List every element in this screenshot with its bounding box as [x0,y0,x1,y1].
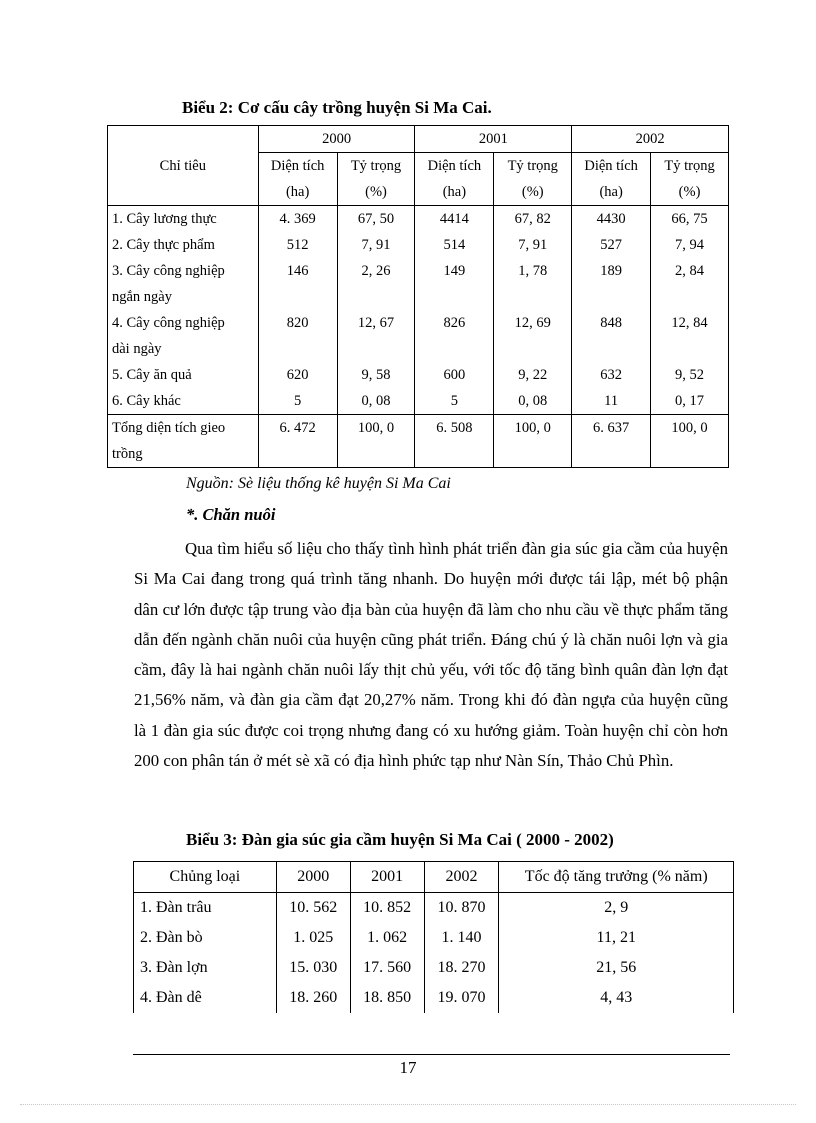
cell-value: 5 [258,388,337,415]
cell-value: 1. 062 [350,923,424,953]
cell-value: 848 [572,310,651,362]
row-label-line: 5. Cây ăn quả [112,367,192,383]
cell-value: 632 [572,362,651,388]
row-label: 2. Đàn bò [134,923,277,953]
table-row [134,983,734,1013]
cell-value: 4, 43 [499,983,734,1013]
cell-value: 10. 562 [276,893,350,924]
cell-value: 7, 91 [494,232,572,258]
row-label [108,362,259,388]
row-label: 1. Đàn trâu [134,893,277,924]
row-label-line: 4. Cây công nghiệp [112,315,225,331]
header-area: Diện tích [572,153,651,180]
cell-value: 0, 08 [494,388,572,415]
cell-value: 527 [572,232,651,258]
cell-value: 189 [572,258,651,310]
cell-value: 2, 26 [337,258,415,310]
table2-title: Biểu 2: Cơ cấu cây trồng huyện Si Ma Cai. [182,98,492,117]
body-paragraph: Qua tìm hiểu số liệu cho thấy tình hình phát triển đàn gia súc gia cầm của huyện Si Ma Cai đang trong quá trình tăng nhanh. Do huyện mới được tái lập, mét bộ phận dân cư lớn được tập trung vào địa bàn của huyện đã làm cho nhu cầu về thực phẩm tăng dẫn đến ngành chăn nuôi của huyện cũng phát triển. Đáng chú ý là chăn nuôi lợn và gia cầm, đây là hai ngành chăn nuôi lấy thịt chủ yếu, với tốc độ tăng bình quân đàn lợn đạt 21,56% năm, và đàn gia cầm đạt 20,27% năm. Trong khi đó đàn ngựa của huyện cũng là 1 đàn gia súc được coi trọng nhưng đang có xu hướng giảm. Toàn huyện chỉ còn hơn 200 con phân tán ở mét sè xã có địa hình phức tạp như Nàn Sín, Thảo Chủ Phìn. [134,539,728,771]
cell-value: 10. 852 [350,893,424,924]
cell-value: 9, 52 [651,362,729,388]
header-area-unit: (ha) [415,179,494,206]
row-label [108,232,259,258]
row-label [108,206,259,233]
row-label [108,258,259,310]
table-row [134,923,734,953]
cell-value: 149 [415,258,494,310]
crop-structure-table [107,125,729,468]
header-share-unit: (%) [651,179,729,206]
cell-value: 17. 560 [350,953,424,983]
cell-value: 5 [415,388,494,415]
total-label-line: trồng [112,446,143,462]
cell-value: 146 [258,258,337,310]
cell-value: 514 [415,232,494,258]
total-row [108,415,729,468]
header-year: 2000 [258,126,415,153]
header-row [134,862,734,893]
table3-title: Biểu 3: Đàn gia súc gia cầm huyện Si Ma Cai ( 2000 - 2002) [186,830,614,849]
livestock-table-body [134,893,734,1014]
row-label-line: 6. Cây khác [112,393,181,409]
row-label: 4. Đàn dê [134,983,277,1013]
cell-value: 620 [258,362,337,388]
section-heading: *. Chăn nuôi [186,505,276,524]
total-value: 6. 508 [415,415,494,468]
total-value: 100, 0 [651,415,729,468]
page-number: 17 [399,1058,417,1077]
cell-value: 4430 [572,206,651,233]
cell-value: 19. 070 [424,983,499,1013]
cell-value: 12, 67 [337,310,415,362]
header-area-unit: (ha) [258,179,337,206]
cell-value: 600 [415,362,494,388]
page-boundary [20,1104,796,1105]
table-row [108,310,729,362]
header-area: Diện tích [415,153,494,180]
column-header: Chủng loại [134,862,277,893]
source-note: Nguồn: Sè liệu thống kê huyện Si Ma Cai [186,475,451,492]
table-row [108,232,729,258]
cell-value: 1. 140 [424,923,499,953]
cell-value: 9, 58 [337,362,415,388]
row-label-line: dài ngày [112,341,162,357]
table-row [108,388,729,415]
cell-value: 18. 270 [424,953,499,983]
column-header: 2002 [424,862,499,893]
total-label-line: Tổng diện tích gieo [112,420,226,436]
cell-value: 67, 50 [337,206,415,233]
header-year: 2001 [415,126,572,153]
column-header: Tốc độ tăng trưởng (% năm) [499,862,734,893]
cell-value: 12, 69 [494,310,572,362]
table-row [108,206,729,233]
header-share: Tỷ trọng [337,153,415,180]
cell-value: 2, 9 [499,893,734,924]
cell-value: 1. 025 [276,923,350,953]
header-share-unit: (%) [494,179,572,206]
total-value: 100, 0 [337,415,415,468]
total-value: 6. 472 [258,415,337,468]
column-header: 2001 [350,862,424,893]
cell-value: 2, 84 [651,258,729,310]
cell-value: 4. 369 [258,206,337,233]
livestock-table-header [134,862,734,893]
cell-value: 4414 [415,206,494,233]
row-label [108,388,259,415]
cell-value: 826 [415,310,494,362]
header-share-unit: (%) [337,179,415,206]
row-label: 3. Đàn lợn [134,953,277,983]
header-indicator: Chỉ tiêu [108,126,259,206]
header-year: 2002 [572,126,729,153]
cell-value: 9, 22 [494,362,572,388]
total-value: 100, 0 [494,415,572,468]
header-share: Tỷ trọng [651,153,729,180]
cell-value: 18. 260 [276,983,350,1013]
cell-value: 1, 78 [494,258,572,310]
cell-value: 820 [258,310,337,362]
cell-value: 512 [258,232,337,258]
table-row [134,953,734,983]
cell-value: 0, 08 [337,388,415,415]
crop-table-body [108,206,729,468]
row-label-line: ngắn ngày [112,289,172,305]
table-row [134,893,734,924]
header-area-unit: (ha) [572,179,651,206]
cell-value: 21, 56 [499,953,734,983]
livestock-table [133,861,734,1013]
column-header: 2000 [276,862,350,893]
cell-value: 11 [572,388,651,415]
row-label-line: 2. Cây thực phẩm [112,237,215,253]
header-share: Tỷ trọng [494,153,572,180]
header-area: Diện tích [258,153,337,180]
cell-value: 11, 21 [499,923,734,953]
cell-value: 12, 84 [651,310,729,362]
cell-value: 10. 870 [424,893,499,924]
row-label-line: 3. Cây công nghiệp [112,263,225,279]
total-label [108,415,259,468]
table-row [108,362,729,388]
cell-value: 18. 850 [350,983,424,1013]
cell-value: 15. 030 [276,953,350,983]
row-label-line: 1. Cây lương thực [112,211,217,227]
table-row [108,258,729,310]
cell-value: 7, 94 [651,232,729,258]
row-label [108,310,259,362]
total-value: 6. 637 [572,415,651,468]
cell-value: 66, 75 [651,206,729,233]
cell-value: 0, 17 [651,388,729,415]
cell-value: 7, 91 [337,232,415,258]
footer-rule [133,1054,730,1055]
cell-value: 67, 82 [494,206,572,233]
